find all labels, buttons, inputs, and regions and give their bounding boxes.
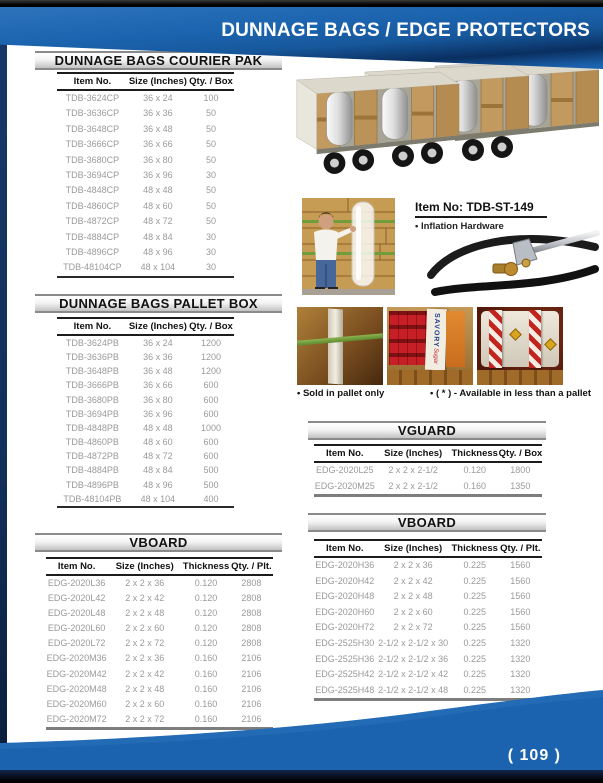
table-cell: 1320 bbox=[510, 637, 531, 648]
table-cell: 36 x 80 bbox=[143, 394, 173, 405]
table-cell: 600 bbox=[203, 394, 219, 405]
table-cell: 0.225 bbox=[463, 669, 486, 680]
table-cell: 1320 bbox=[510, 684, 531, 695]
table-header-row bbox=[57, 317, 234, 336]
section-title-pallet-box: DUNNAGE BAGS PALLET BOX bbox=[35, 294, 282, 313]
table-cell: 2808 bbox=[241, 623, 262, 634]
table-cell: 500 bbox=[203, 479, 219, 490]
edge-protector-bag-pallet-photo bbox=[477, 307, 563, 385]
table-row bbox=[314, 589, 542, 605]
column-header: Thickness bbox=[182, 561, 230, 572]
table-cell: TDB-3636PB bbox=[65, 352, 119, 363]
table-cell: EDG-2525H36 bbox=[315, 653, 375, 664]
table-cell: EDG-2020L25 bbox=[316, 465, 374, 475]
column-header: Size (Inches) bbox=[128, 76, 187, 87]
table-cell: 2 x 2 x 36 bbox=[393, 560, 433, 570]
table-row bbox=[314, 636, 542, 652]
column-header: Item No. bbox=[73, 76, 112, 87]
table-cell: 2-1/2 x 2-1/2 x 30 bbox=[378, 637, 449, 648]
table-cell: 2808 bbox=[241, 608, 262, 619]
table-cell: 2 x 2 x 2-1/2 bbox=[388, 465, 438, 475]
table-row bbox=[57, 336, 234, 350]
table-cell: TDB-3648CP bbox=[65, 123, 120, 134]
table-row bbox=[57, 421, 234, 435]
table-row bbox=[57, 106, 234, 121]
vboard-right-table bbox=[314, 539, 542, 701]
table-row bbox=[46, 636, 273, 651]
table-row bbox=[57, 122, 234, 137]
table-cell: 2 x 2 x 72 bbox=[125, 638, 165, 649]
table-row bbox=[46, 651, 273, 666]
table-cell: EDG-2020L48 bbox=[47, 608, 106, 619]
table-body bbox=[314, 463, 542, 497]
column-header: Item No. bbox=[73, 321, 112, 332]
table-cell: 2 x 2 x 60 bbox=[393, 606, 433, 617]
table-row bbox=[314, 605, 542, 621]
table-cell: 36 x 36 bbox=[143, 108, 173, 119]
table-cell: 48 x 84 bbox=[143, 231, 173, 242]
table-cell: 1200 bbox=[200, 338, 221, 348]
table-cell: 0.225 bbox=[463, 622, 486, 633]
table-cell: 1800 bbox=[510, 465, 531, 475]
table-cell: 50 bbox=[205, 154, 216, 165]
table-cell: EDG-2020M36 bbox=[46, 653, 107, 664]
table-cell: EDG-2020H42 bbox=[315, 575, 375, 586]
brass-fitting bbox=[505, 263, 518, 276]
table-cell: TDB-48104CP bbox=[63, 262, 122, 273]
table-cell: 48 x 48 bbox=[143, 185, 173, 196]
table-cell: 2 x 2 x 2-1/2 bbox=[388, 480, 438, 491]
table-cell: EDG-2020M42 bbox=[46, 668, 107, 679]
table-cell: 48 x 96 bbox=[143, 479, 173, 490]
table-cell: TDB-4872PB bbox=[65, 451, 119, 462]
column-header: Qty. / Box bbox=[189, 321, 233, 332]
table-body bbox=[57, 336, 234, 508]
table-row bbox=[57, 393, 234, 407]
table-cell: 36 x 24 bbox=[143, 93, 173, 103]
left-navy-strip bbox=[0, 5, 7, 783]
table-row bbox=[314, 652, 542, 668]
table-cell: 2 x 2 x 36 bbox=[125, 653, 165, 664]
installing-dunnage-bag-photo bbox=[302, 198, 395, 295]
table-cell: 0.160 bbox=[194, 668, 218, 679]
wood-pallet bbox=[387, 370, 473, 385]
table-cell: EDG-2525H48 bbox=[315, 684, 375, 695]
section-title-courier-pak: DUNNAGE BAGS COURIER PAK bbox=[35, 51, 282, 70]
table-cell: TDB-3648PB bbox=[65, 366, 119, 377]
section-title-vguard: VGUARD bbox=[308, 421, 546, 440]
table-row bbox=[46, 667, 273, 682]
table-row bbox=[57, 153, 234, 168]
table-cell: 36 x 96 bbox=[143, 170, 173, 181]
table-cell: TDB-4860PB bbox=[65, 437, 119, 448]
courier-pak-table bbox=[57, 72, 234, 278]
orange-carton bbox=[446, 311, 465, 367]
vguard-table bbox=[314, 444, 542, 497]
table-cell: TDB-3666PB bbox=[65, 380, 119, 391]
table-cell: EDG-2020M25 bbox=[314, 480, 375, 491]
jar-rows bbox=[389, 311, 427, 366]
table-cell: 2 x 2 x 48 bbox=[393, 591, 433, 602]
table-row bbox=[57, 168, 234, 183]
table-cell: 600 bbox=[203, 380, 219, 391]
table-cell: EDG-2020H36 bbox=[315, 560, 375, 570]
column-header: Qty. / Plt. bbox=[500, 543, 541, 554]
table-row bbox=[57, 492, 234, 506]
table-cell: 600 bbox=[203, 437, 219, 448]
table-cell: 0.160 bbox=[194, 683, 218, 694]
table-row bbox=[57, 183, 234, 198]
column-header: Size (Inches) bbox=[384, 543, 443, 554]
column-header: Qty. / Plt. bbox=[231, 561, 272, 572]
table-row bbox=[46, 606, 273, 621]
brass-ring bbox=[522, 259, 530, 267]
striped-edge-protector bbox=[489, 310, 502, 368]
trailers-with-dunnage-bags-photo bbox=[283, 56, 603, 198]
table-cell: TDB-48104PB bbox=[63, 493, 122, 504]
table-cell: 0.120 bbox=[194, 593, 218, 604]
table-cell: TDB-3680CP bbox=[65, 154, 120, 165]
table-cell: 0.160 bbox=[194, 713, 218, 724]
table-cell: 0.160 bbox=[463, 480, 486, 491]
table-cell: 50 bbox=[205, 216, 216, 227]
table-header-row bbox=[314, 444, 542, 463]
table-cell: 48 x 104 bbox=[140, 262, 176, 273]
table-cell: 48 x 72 bbox=[143, 451, 173, 462]
table-cell: 400 bbox=[203, 493, 219, 504]
table-cell: 50 bbox=[205, 185, 216, 196]
table-header-row bbox=[57, 72, 234, 91]
table-cell: 48 x 84 bbox=[143, 465, 173, 476]
table-cell: 48 x 104 bbox=[140, 493, 176, 504]
table-row bbox=[57, 463, 234, 477]
bottom-black-bar bbox=[0, 770, 603, 783]
table-cell: TDB-3624CP bbox=[65, 93, 120, 103]
table-cell: TDB-4884PB bbox=[65, 465, 119, 476]
table-row bbox=[314, 463, 542, 479]
table-cell: 36 x 36 bbox=[143, 352, 173, 363]
table-cell: 50 bbox=[205, 123, 216, 134]
callout-rule bbox=[415, 216, 547, 218]
table-cell: 1200 bbox=[200, 366, 221, 377]
table-row bbox=[314, 558, 542, 574]
table-row bbox=[314, 667, 542, 683]
table-header-row bbox=[46, 557, 273, 576]
table-cell: EDG-2525H30 bbox=[315, 637, 375, 648]
table-cell: 2 x 2 x 48 bbox=[125, 683, 165, 694]
table-cell: 2106 bbox=[241, 683, 262, 694]
table-cell: 2 x 2 x 42 bbox=[125, 668, 165, 679]
table-cell: 36 x 80 bbox=[143, 154, 173, 165]
table-cell: EDG-2020H48 bbox=[315, 591, 375, 602]
table-cell: TDB-4896CP bbox=[65, 247, 120, 258]
table-cell: EDG-2020M48 bbox=[46, 683, 107, 694]
table-row bbox=[57, 260, 234, 275]
footer-blue-curve bbox=[0, 687, 603, 783]
column-header: Size (Inches) bbox=[384, 448, 443, 459]
table-cell: 2-1/2 x 2-1/2 x 42 bbox=[378, 669, 449, 680]
column-header: Thickness bbox=[451, 448, 498, 459]
table-row bbox=[314, 479, 542, 495]
table-cell: 48 x 96 bbox=[143, 247, 173, 258]
table-cell: 0.120 bbox=[194, 608, 218, 619]
table-row bbox=[46, 621, 273, 636]
table-cell: 2 x 2 x 72 bbox=[393, 622, 433, 633]
table-cell: 0.225 bbox=[463, 684, 486, 695]
column-header: Item No. bbox=[326, 448, 364, 459]
table-cell: EDG-2020M72 bbox=[46, 713, 107, 724]
table-cell: 30 bbox=[205, 231, 216, 242]
table-cell: 0.225 bbox=[463, 653, 486, 664]
table-row bbox=[57, 364, 234, 378]
table-cell: 2-1/2 x 2-1/2 x 48 bbox=[378, 684, 449, 695]
table-cell: 2 x 2 x 72 bbox=[125, 713, 165, 724]
column-header: Size (Inches) bbox=[128, 321, 187, 332]
table-cell: 50 bbox=[205, 139, 216, 150]
table-cell: 2 x 2 x 36 bbox=[125, 578, 165, 588]
table-cell: 50 bbox=[205, 108, 216, 119]
table-cell: 2 x 2 x 60 bbox=[125, 623, 165, 634]
table-row bbox=[57, 91, 234, 106]
trailers-illustration bbox=[283, 56, 603, 198]
jar-board-sub-text: Sugar bbox=[431, 347, 439, 364]
jar-board-brand-text: SAVORY bbox=[431, 312, 440, 348]
table-cell: 600 bbox=[203, 408, 219, 419]
table-header-row bbox=[314, 539, 542, 558]
hardware-item-number: Item No: TDB-ST-149 bbox=[415, 200, 534, 214]
table-cell: 1320 bbox=[510, 653, 531, 664]
table-cell: TDB-4872CP bbox=[65, 216, 120, 227]
table-cell: TDB-4848CP bbox=[65, 185, 120, 196]
table-cell: 2106 bbox=[241, 668, 262, 679]
table-cell: 0.120 bbox=[194, 623, 218, 634]
table-cell: TDB-3680PB bbox=[65, 394, 119, 405]
table-cell: 2106 bbox=[241, 698, 262, 709]
table-cell: EDG-2020H72 bbox=[315, 622, 375, 633]
striped-edge-protector bbox=[529, 310, 542, 368]
pallet-only-note: • Sold in pallet only bbox=[297, 388, 385, 399]
table-cell: 0.225 bbox=[463, 637, 486, 648]
table-cell: 2106 bbox=[241, 653, 262, 664]
inflation-hardware-photo bbox=[425, 225, 603, 299]
table-cell: 1560 bbox=[510, 575, 531, 586]
column-header: Item No. bbox=[326, 543, 364, 554]
table-row bbox=[57, 407, 234, 421]
table-cell: TDB-4860CP bbox=[65, 200, 120, 211]
table-cell: 36 x 96 bbox=[143, 408, 173, 419]
column-header: Qty. / Box bbox=[189, 76, 233, 87]
table-row bbox=[57, 199, 234, 214]
table-cell: 30 bbox=[205, 262, 216, 273]
table-row bbox=[57, 435, 234, 449]
edge-protector-jar-pallet-photo bbox=[387, 307, 473, 385]
table-row bbox=[46, 591, 273, 606]
table-row bbox=[57, 230, 234, 245]
table-row bbox=[314, 620, 542, 636]
table-cell: TDB-3666CP bbox=[65, 139, 120, 150]
table-cell: 30 bbox=[205, 170, 216, 181]
edge-protector-corner-photo bbox=[297, 307, 383, 385]
hose-valve-illustration bbox=[425, 225, 603, 299]
table-cell: 1200 bbox=[200, 352, 221, 363]
table-cell: 0.225 bbox=[463, 606, 486, 617]
table-cell: 1320 bbox=[510, 669, 531, 680]
table-cell: TDB-3636CP bbox=[65, 108, 120, 119]
section-title-vboard-left: VBOARD bbox=[35, 533, 282, 552]
table-cell: EDG-2020H60 bbox=[315, 606, 375, 617]
table-cell: 2 x 2 x 42 bbox=[125, 593, 165, 604]
table-cell: 100 bbox=[203, 93, 219, 103]
table-cell: TDB-3624PB bbox=[65, 338, 119, 348]
wood-pallet bbox=[477, 370, 563, 385]
section-title-vboard-right: VBOARD bbox=[308, 513, 546, 532]
table-cell: 0.120 bbox=[194, 638, 218, 649]
table-cell: 2106 bbox=[241, 713, 262, 724]
edge-protector-board bbox=[425, 308, 447, 369]
table-cell: 0.225 bbox=[463, 560, 486, 570]
table-cell: 1560 bbox=[510, 622, 531, 633]
table-cell: TDB-3694PB bbox=[65, 408, 119, 419]
table-cell: 36 x 48 bbox=[143, 366, 173, 377]
table-cell: EDG-2020L36 bbox=[47, 578, 106, 588]
table-cell: 2808 bbox=[241, 578, 262, 588]
less-than-pallet-note: • ( * ) - Available in less than a pallet bbox=[430, 388, 591, 399]
table-cell: 1560 bbox=[510, 606, 531, 617]
table-row bbox=[57, 378, 234, 392]
table-body bbox=[314, 558, 542, 701]
table-row bbox=[57, 137, 234, 152]
table-cell: 0.120 bbox=[194, 578, 218, 588]
table-cell: 2 x 2 x 48 bbox=[125, 608, 165, 619]
table-cell: 0.225 bbox=[463, 591, 486, 602]
table-cell: 36 x 66 bbox=[143, 380, 173, 391]
table-row bbox=[46, 576, 273, 591]
table-cell: 0.160 bbox=[194, 698, 218, 709]
hardware-feature-bullet: • Inflation Hardware bbox=[415, 221, 504, 232]
column-header: Qty. / Box bbox=[498, 448, 543, 459]
table-cell: EDG-2525H42 bbox=[315, 669, 375, 680]
table-cell: TDB-4896PB bbox=[65, 479, 119, 490]
edge-protector-board bbox=[328, 308, 343, 384]
table-row bbox=[57, 350, 234, 364]
table-row bbox=[314, 574, 542, 590]
table-cell: 1350 bbox=[510, 480, 531, 491]
page-number: ( 109 ) bbox=[507, 747, 561, 764]
table-cell: TDB-3694CP bbox=[65, 170, 120, 181]
table-cell: 36 x 66 bbox=[143, 139, 173, 150]
table-cell: 2 x 2 x 60 bbox=[125, 698, 165, 709]
page-title: DUNNAGE BAGS / EDGE PROTECTORS bbox=[221, 20, 590, 41]
table-row bbox=[57, 214, 234, 229]
column-header: Thickness bbox=[451, 543, 498, 554]
column-header: Item No. bbox=[57, 561, 96, 572]
table-cell: EDG-2020L42 bbox=[47, 593, 106, 604]
table-cell: 2-1/2 x 2-1/2 x 36 bbox=[378, 653, 449, 664]
dunnage-bag bbox=[352, 202, 374, 286]
table-cell: 2 x 2 x 42 bbox=[393, 575, 433, 586]
table-cell: TDB-4884CP bbox=[65, 231, 120, 242]
table-cell: 0.225 bbox=[463, 575, 486, 586]
table-cell: 48 x 48 bbox=[143, 422, 173, 433]
table-cell: 0.120 bbox=[463, 465, 486, 475]
table-body bbox=[57, 91, 234, 278]
table-row bbox=[57, 245, 234, 260]
table-cell: 50 bbox=[205, 200, 216, 211]
top-black-bar bbox=[0, 0, 603, 7]
table-cell: 2808 bbox=[241, 593, 262, 604]
table-cell: 30 bbox=[205, 247, 216, 258]
pallet-box-table bbox=[57, 317, 234, 508]
table-cell: 36 x 24 bbox=[143, 338, 173, 348]
table-cell: 36 x 48 bbox=[143, 123, 173, 134]
table-cell: 48 x 60 bbox=[143, 200, 173, 211]
table-row bbox=[57, 478, 234, 492]
table-cell: 2808 bbox=[241, 638, 262, 649]
table-cell: 48 x 72 bbox=[143, 216, 173, 227]
table-cell: EDG-2020L72 bbox=[47, 638, 106, 649]
table-cell: TDB-4848PB bbox=[65, 422, 119, 433]
table-cell: EDG-2020L60 bbox=[47, 623, 106, 634]
column-header: Size (Inches) bbox=[115, 561, 174, 572]
table-cell: 600 bbox=[203, 451, 219, 462]
table-row bbox=[57, 449, 234, 463]
table-cell: 500 bbox=[203, 465, 219, 476]
table-cell: 1560 bbox=[510, 591, 531, 602]
table-cell: 48 x 60 bbox=[143, 437, 173, 448]
table-cell: 1560 bbox=[510, 560, 531, 570]
table-cell: 0.160 bbox=[194, 653, 218, 664]
table-cell: 1000 bbox=[200, 422, 221, 433]
table-cell: EDG-2020M60 bbox=[46, 698, 107, 709]
warehouse-illustration bbox=[302, 198, 395, 295]
